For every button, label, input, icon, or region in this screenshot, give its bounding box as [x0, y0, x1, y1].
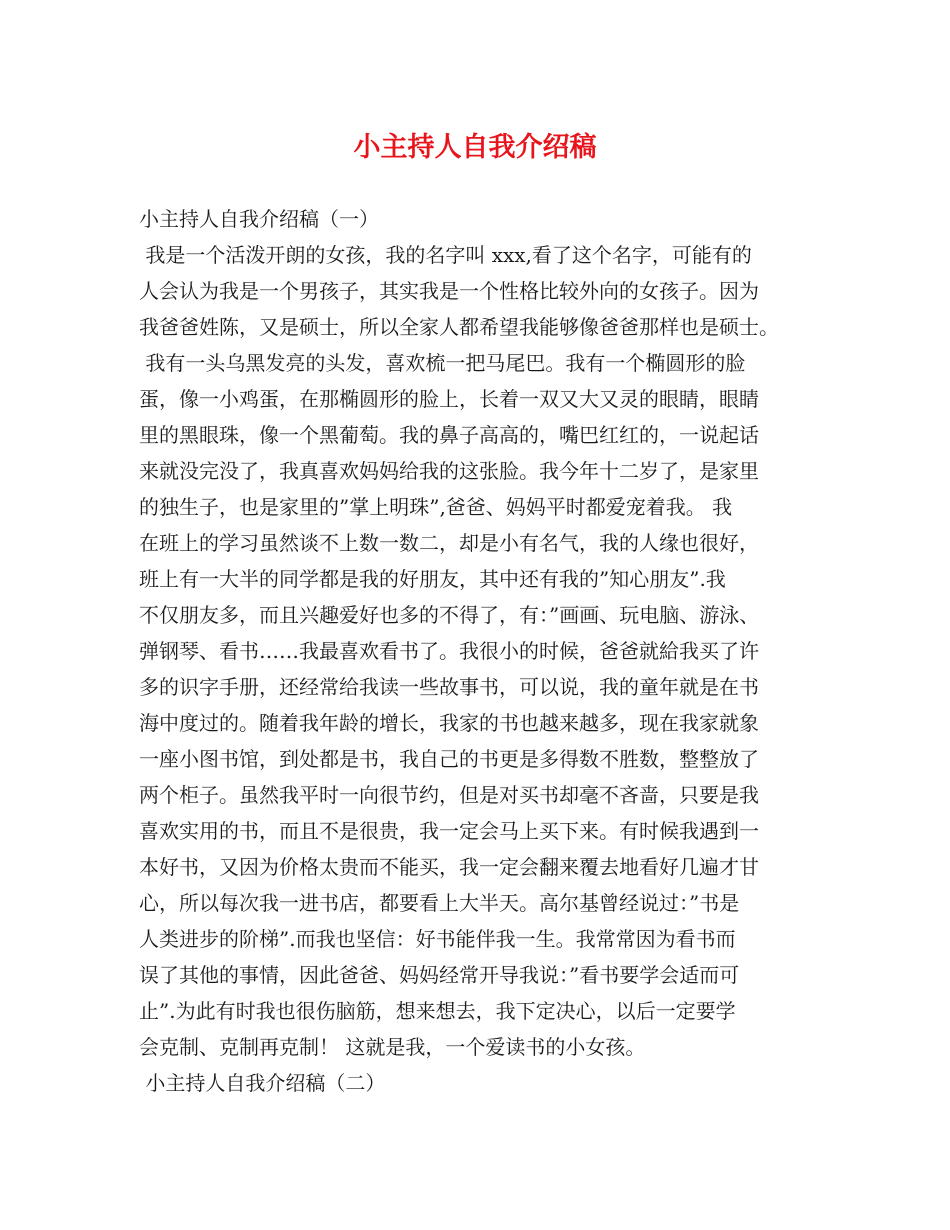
text-line: 的独生子，也是家里的”掌上明珠”,爸爸、妈妈平时都爱宠着我。 我 [139, 495, 733, 519]
text-line: 多的识字手册，还经常给我读一些故事书，可以说，我的童年就是在书 [139, 675, 759, 699]
text-line: 人类进步的阶梯”.而我也坚信：好书能伴我一生。我常常因为看书而 [139, 927, 736, 951]
text-line: 来就没完没了，我真喜欢妈妈给我的这张脸。我今年十二岁了，是家里 [139, 459, 759, 483]
text-line: 班上有一大半的同学都是我的好朋友，其中还有我的”知心朋友”.我 [139, 567, 726, 591]
text-line: 会克制、克制再克制！ 这就是我，一个爱读书的小女孩。 [139, 1035, 646, 1059]
text-line: 心，所以每次我一进书店，都要看上大半天。高尔基曾经说过：”书是 [139, 891, 740, 915]
text-line: 我爸爸姓陈，又是硕士，所以全家人都希望我能够像爸爸那样也是硕士。 [139, 315, 779, 339]
document-title: 小主持人自我介绍稿 [353, 132, 597, 163]
text-line: 我有一头乌黑发亮的头发，喜欢梳一把马尾巴。我有一个椭圆形的脸 [139, 351, 746, 375]
text-line: 里的黑眼珠，像一个黑葡萄。我的鼻子高高的，嘴巴红红的，一说起话 [139, 423, 759, 447]
text-line: 一座小图书馆，到处都是书，我自己的书更是多得数不胜数，整整放了 [139, 747, 759, 771]
text-line: 人会认为我是一个男孩子，其实我是一个性格比较外向的女孩子。因为 [139, 279, 759, 303]
text-line: 海中度过的。随着我年龄的增长，我家的书也越来越多，现在我家就象 [139, 711, 759, 735]
section-heading-2: 小主持人自我介绍稿（二） [139, 1071, 386, 1095]
text-line: 本好书，又因为价格太贵而不能买，我一定会翻来覆去地看好几遍才甘 [139, 855, 759, 879]
text-line: 不仅朋友多，而且兴趣爱好也多的不得了，有：”画画、玩电脑、游泳、 [139, 603, 760, 627]
text-line: 弹钢琴、看书……我最喜欢看书了。我很小的时候，爸爸就給我买了许 [139, 639, 759, 663]
text-line: 在班上的学习虽然谈不上数一数二，却是小有名气，我的人缘也很好， [139, 531, 759, 555]
text-line: 蛋，像一小鸡蛋，在那椭圆形的脸上，长着一双又大又灵的眼睛，眼睛 [139, 387, 759, 411]
text-line: 我是一个活泼开朗的女孩，我的名字叫 xxx,看了这个名字，可能有的 [139, 243, 752, 267]
text-line: 止”.为此有时我也很伤脑筋，想来想去，我下定决心，以后一定要学 [139, 999, 736, 1023]
text-line: 误了其他的事情，因此爸爸、妈妈经常开导我说：”看书要学会适而可 [139, 963, 740, 987]
text-line: 喜欢实用的书，而且不是很贵，我一定会马上买下来。有时候我遇到一 [139, 819, 759, 843]
text-line: 两个柜子。虽然我平时一向很节约，但是对买书却毫不吝啬，只要是我 [139, 783, 759, 807]
section-heading-1: 小主持人自我介绍稿（一） [139, 207, 379, 231]
